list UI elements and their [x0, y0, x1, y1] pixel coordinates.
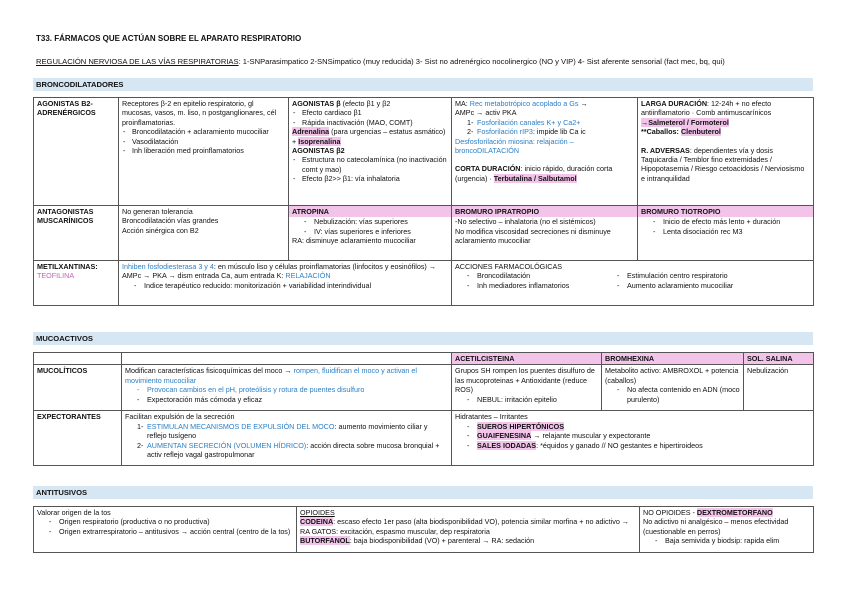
cell-agonistas-receptores: [119, 98, 289, 206]
cell-antag-1: [119, 206, 289, 261]
row-col-headers: [34, 353, 814, 365]
row-expectorantes: [34, 411, 814, 466]
drug-sales-iodadas: SALES IODADAS: [477, 440, 537, 450]
list-item: - Efecto β2>> β1: vía inhalatoria: [292, 174, 448, 183]
row-antitusivos: [34, 507, 814, 553]
list-item: - Inicio de efecto más lento + duración: [641, 217, 810, 226]
cell-opioides: [297, 507, 640, 553]
row-mucoliticos: [34, 365, 814, 411]
text: Desfosforilación miosina: relajación – bronco: [455, 136, 574, 156]
cell-bromhexina: [602, 365, 744, 411]
list-item: - Broncodilatación + aclaramiento mucociliar: [122, 127, 285, 136]
text: Grupos SH rompen los puentes disulfuro de las mucoproteinas + Antioxidante (reduce ROS): [455, 366, 595, 395]
list-item: [455, 127, 634, 136]
row-metilxantinas: [34, 261, 814, 306]
drug-codeina: CODEINA: [300, 517, 334, 527]
row-antagonistas: [34, 206, 814, 261]
text: [455, 164, 634, 183]
text: : en músculo liso y células proinflamatorias (linfocitos y eosinófilos) → AMPc → PKA → dism entrada Ca, aum entrada K:: [122, 262, 437, 281]
list-item: - Inh mediadores inflamatorios: [455, 281, 605, 290]
empty-cell: [122, 353, 452, 365]
text: [292, 127, 448, 146]
text: -No selectivo – inhalatoria (no el sistémicos): [455, 217, 596, 227]
drug-butorfanol: BUTORFANOL: [300, 536, 350, 546]
list-item: - Estimulación centro respiratorio: [605, 271, 733, 280]
text: : escaso efecto 1er paso (alta biodisponibilidad VO), potencia similar morfina + no adictivo → RA GATOS: excitación, espasmo muscular, dep respiratoria: [300, 517, 629, 536]
spacer: [641, 137, 810, 146]
label-mucoliticos: MUCOLÍTICOS: [34, 365, 122, 411]
list-item: [455, 118, 634, 127]
text: [455, 137, 634, 156]
table-mucoactivos: [33, 352, 814, 466]
cell-metil-ma: [119, 261, 452, 306]
acciones-list: [455, 271, 810, 290]
text: : *équidos y ganado // NO gestantes e hipertiroideos: [536, 440, 703, 450]
empty-cell: [34, 353, 122, 365]
col-header-acetilcisteina: ACETILCISTEINA: [452, 353, 602, 365]
text: ESTIMULAN MECANISMOS DE EXPULSIÓN DEL MOCO: [147, 421, 335, 431]
list-item: - Origen extrarrespiratorio – antitusivos → acción central (centro de la tos): [37, 527, 293, 536]
cell-antag-atropina: [289, 206, 452, 261]
text: No generan tolerancia: [122, 207, 193, 216]
text: MA:: [455, 99, 470, 108]
section-header-mucoactivos: MUCOACTIVOS: [33, 332, 813, 345]
text: AMPc → activ PKA: [455, 108, 517, 118]
drug-teofilina: TEOFILINA: [37, 271, 75, 281]
heading: CORTA DURACIÓN: [455, 164, 521, 174]
heading: OPIOIDES: [300, 508, 335, 517]
heading: [643, 508, 810, 517]
text: Rec metabotrópico acoplado a Gs: [469, 99, 579, 108]
cell-agonistas-larga: [638, 98, 814, 206]
list-item: - Broncodilatación: [455, 271, 605, 280]
heading: BROMURO TIOTROPIO: [638, 206, 813, 217]
list-item: [455, 431, 810, 440]
list-item: - Estructura no catecolamínica (no inactivación comt y mao): [292, 155, 448, 174]
table-antitusivos: [33, 506, 814, 553]
text: RELAJACIÓN: [285, 271, 331, 281]
list-item: [455, 422, 810, 431]
intro-label: REGULACIÓN NERVIOSA DE LAS VÍAS RESPIRATORIAS: [36, 57, 239, 66]
number: 1-: [137, 421, 144, 431]
drug-isoprenalina: Isoprenalina: [298, 136, 341, 146]
text: Acción sinérgica con B2: [122, 225, 199, 235]
text: Receptores β-2 en epitelio respiratorio, gl mucosas, vasos, m. liso, n postganglionares, cél proinflamatorias.: [122, 99, 277, 127]
heading: AGONISTAS β2: [292, 146, 345, 156]
cell-mucol-desc: [122, 365, 452, 411]
list-item: - Provocan cambios en el pH, proteólisis y rotura de puentes disulfuro: [125, 385, 448, 394]
heading: METILXANTINAS:: [37, 262, 98, 271]
list-item: [125, 422, 448, 441]
heading: ATROPINA: [289, 206, 451, 217]
label-antagonistas: ANTAGONISTAS MUSCARÍNICOS: [34, 206, 119, 261]
text: →: [578, 99, 588, 108]
list-item: - Lenta disociación rec M3: [641, 227, 810, 236]
text: Broncodilatación vías grandes: [122, 216, 219, 226]
text: [122, 262, 448, 281]
text: AUMENTAN SECRECIÓN (VOLUMEN HÍDRICO): [147, 440, 307, 450]
section-header-antitusivos: ANTITUSIVOS: [33, 486, 813, 499]
heading: BROMURO IPRATROPIO: [452, 206, 637, 217]
text: Metabolito activo: AMBROXOL + potencia (caballos): [605, 366, 739, 385]
heading: LARGA DURACIÓN: [641, 99, 708, 108]
text: [641, 146, 810, 184]
cell-antag-tiotropio: [638, 206, 814, 261]
text: Facilitan expulsión de la secreción: [125, 412, 235, 422]
text: Modifican características fisicoquímicas del moco →: [125, 366, 294, 376]
drug-guaifenesina: GUAIFENESINA: [477, 431, 532, 441]
cell-origen: [34, 507, 297, 553]
list-item: - Efecto cardiaco β1: [292, 108, 448, 117]
drug-terbutalina: Terbutalina / Salbutamol: [493, 173, 577, 183]
drug-dextrometorfano: DEXTROMETORFANO: [696, 508, 773, 517]
text: NO OPIOIDES -: [643, 508, 697, 517]
text: → relajante muscular y expectorante: [531, 431, 651, 441]
list-item: [455, 441, 810, 450]
cell-no-opioides: [640, 507, 814, 553]
text: No modifica viscosidad secreciones ni disminuye aclaramiento mucociliar: [455, 226, 611, 246]
list-item: - No afecta contenido en ADN (moco purulento): [605, 385, 740, 404]
spacer: [455, 155, 634, 164]
list-item: - Inh liberación med proinflamatorios: [122, 146, 285, 155]
section-header-broncodilatadores: BRONCODILATADORES: [33, 78, 813, 91]
cell-metil-acciones: [452, 261, 814, 306]
label-agonistas: AGONISTAS B2-ADRENÉRGICOS: [34, 98, 119, 206]
label-expectorantes: EXPECTORANTES: [34, 411, 122, 466]
text: [125, 366, 448, 385]
text: No adictivo ni analgésico – menos efectividad (cuestionable en perros): [643, 517, 789, 536]
text: [455, 99, 634, 108]
text: : dependientes vía y dosis Taquicardia / Temblor fino extremidades / Hipopotasemia / Riesgo cetoacidosis / Nerviosismo e intranquilidad: [641, 145, 805, 183]
cell-sol-salina: Nebulización: [744, 365, 814, 411]
text: rompen, fluidifican el moco y activan el movimiento mucociliar: [125, 366, 418, 385]
drug-clenbuterol: Clenbuterol: [680, 127, 721, 137]
text: **Caballos:: [641, 127, 681, 137]
list-item: - Origen respiratorio (productiva o no productiva): [37, 517, 293, 526]
text: : inicio rápido, duración corta (urgencia) ·: [455, 164, 613, 183]
text: Hidratantes – Irritantes: [455, 412, 528, 422]
drug-adrenalina: Adrenalina: [292, 127, 330, 137]
text: [641, 127, 810, 136]
cell-expect-tipos: [452, 411, 814, 466]
text: [641, 118, 810, 127]
cell-agonistas-ma: [452, 98, 638, 206]
text: : impide lib Ca ic: [532, 127, 586, 137]
list-item: - NEBUL: irritación epitelio: [455, 395, 598, 404]
drug-salmeterol: →Salmeterol / Formoterol: [641, 117, 729, 127]
list-item: - IV: vías superiores e inferiores: [292, 227, 448, 236]
number: 2-: [137, 440, 144, 450]
table-broncodilatadores: [33, 97, 814, 306]
heading: AGONISTAS β: [292, 99, 341, 108]
list-item: - Baja semivida y biodsip: rapida elim: [643, 536, 810, 545]
page-title: T33. FÁRMACOS QUE ACTÚAN SOBRE EL APARATO RESPIRATORIO: [36, 34, 302, 43]
text: : acción directa sobre mucosa bronquial + activ reflejo vagal gastropulmonar: [147, 440, 440, 460]
text: [641, 99, 810, 118]
cell-antag-ipratropio: [452, 206, 638, 261]
col-header-sol-salina: SOL. SALINA: [744, 353, 814, 365]
text: DILATACIÓN: [476, 146, 520, 156]
text: : 12-24h + no efecto antiinflamatorio · Comb antimuscarínicos: [641, 99, 772, 118]
text: RA: disminuye aclaramiento mucociliar: [292, 236, 416, 246]
list-item: [125, 441, 448, 460]
text: (efecto β1 y β2: [340, 99, 391, 108]
list-item: - Nebulización: vías superiores: [292, 217, 448, 226]
text: [300, 517, 636, 536]
list-item: - Expectoración más cómoda y eficaz: [125, 395, 448, 404]
text: Fosforilación canales K+ y Ca2+: [477, 117, 581, 127]
text: Fosforilación rIP3: [477, 127, 533, 137]
intro-text: : 1-SNParasimpatico 2-SNSimpatico (muy reducida) 3- Sist no adrenérgico nocolinergico (NO y VIP) 4- Sist aferente sensorial (fact mec, bq, qui): [238, 57, 725, 66]
text: : baja biodisponibilidad (VO) + parenteral → RA: sedación: [349, 536, 535, 546]
row-agonistas: [34, 98, 814, 206]
list-item: - Vasodilatación: [122, 137, 285, 146]
list-item: - Rápida inactivación (MAO, COMT): [292, 118, 448, 127]
heading: ACCIONES FARMACOLÓGICAS: [455, 262, 563, 271]
number: 2-: [467, 127, 474, 137]
list-item: - Indice terapéutico reducido: monitorización + variabilidad interindividual: [122, 281, 448, 290]
cell-agonistas-beta: [289, 98, 452, 206]
text: Inhiben fosfodiesterasa 3 y 4: [122, 262, 214, 271]
cell-expect-desc: [122, 411, 452, 466]
text: [292, 99, 448, 108]
text: : aumento movimiento ciliar y reflejo tusígeno: [147, 421, 428, 441]
text: Valorar origen de la tos: [37, 508, 111, 517]
drug-sueros: SUEROS HIPERTÓNICOS: [477, 421, 565, 431]
text: [300, 536, 636, 545]
text: (para urgencias – estatus asmático) +: [292, 127, 446, 146]
intro-line: [36, 57, 725, 66]
label-metilxantinas: [34, 261, 119, 306]
cell-acetilcisteina: [452, 365, 602, 411]
heading: R. ADVERSAS: [641, 145, 690, 155]
col-header-bromhexina: BROMHEXINA: [602, 353, 744, 365]
list-item: - Aumento aclaramiento mucociliar: [605, 281, 733, 290]
number: 1-: [467, 117, 474, 127]
